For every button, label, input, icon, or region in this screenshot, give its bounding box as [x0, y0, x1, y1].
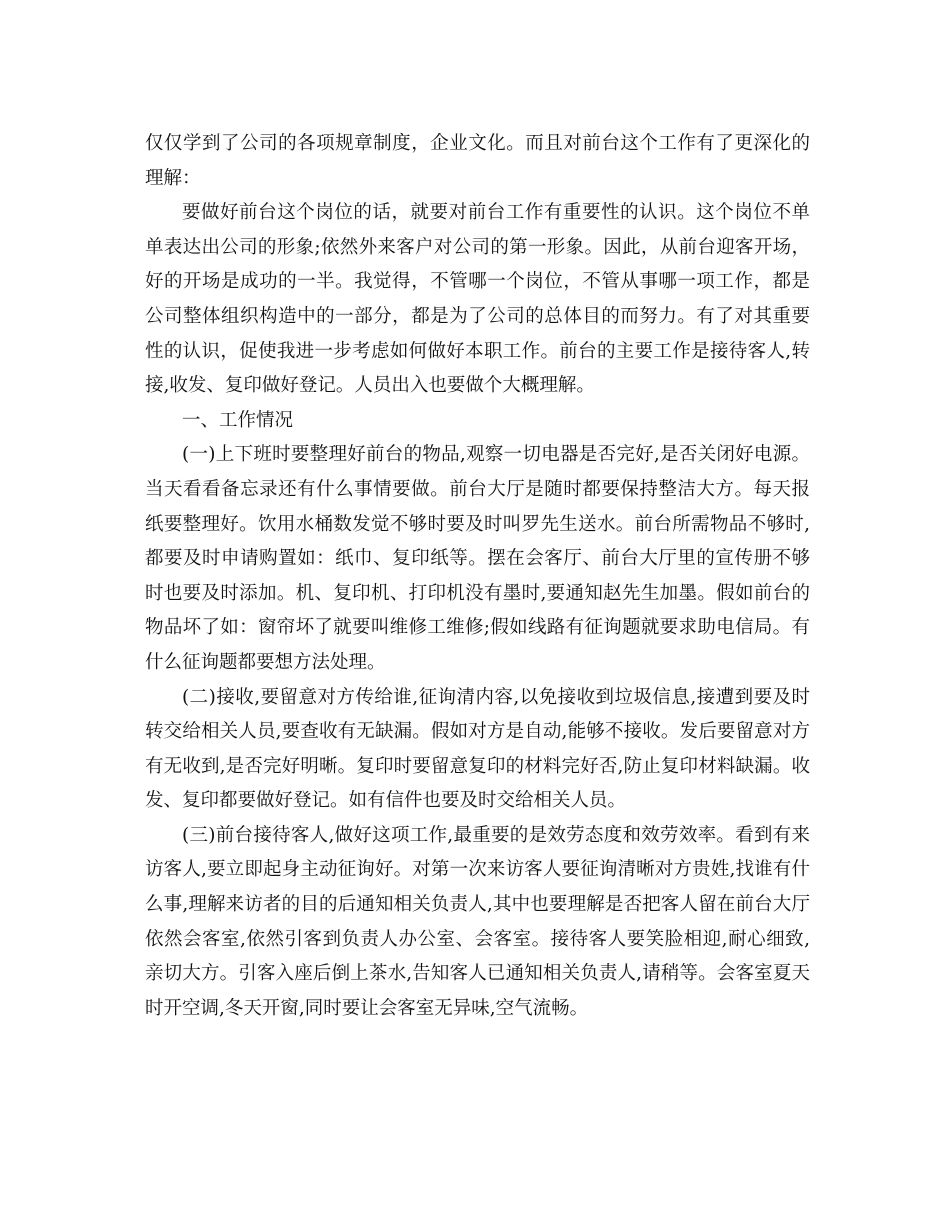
paragraph-2: 要做好前台这个岗位的话，就要对前台工作有重要性的认识。这个岗位不单单表达出公司的形象;依然外来客户对公司的第一形象。因此，从前台迎客开场，好的开场是成功的一半。我觉得，不管哪一个岗位，不管从事哪一项工作，都是公司整体组织构造中的一部分，都是为了公司的总体目的而努力。有了对其重要性的认识，促使我进一步考虑如何做好本职工作。前台的主要工作是接待客人,转接,收发、复印做好登记。人员出入也要做个大概理解。 — [145, 202, 810, 397]
document-body — [145, 127, 810, 1026]
section-heading-work-situation: 一、工作情况 — [182, 409, 294, 431]
paragraph-1: 仅仅学到了公司的各项规章制度，企业文化。而且对前台这个工作有了更深化的理解： — [145, 133, 810, 189]
paragraph-6: (三)前台接待客人,做好这项工作,最重要的是效劳态度和效劳效率。看到有来访客人,要立即起身主动征询好。对第一次来访客人要征询清晰对方贵姓,找谁有什么事,理解来访者的目的后通知相关负责人,其中也要理解是否把客人留在前台大厅依然会客室,依然引客到负责人办公室、会客室。接待客人要笑脸相迎,耐心细致,亲切大方。引客入座后倒上茶水,告知客人已通知相关负责人,请稍等。会客室夏天时开空调,冬天开窗,同时要让会客室无异味,空气流畅。 — [145, 824, 810, 1019]
paragraph-5: (二)接收,要留意对方传给谁,征询清内容,以免接收到垃圾信息,接遭到要及时转交给相关人员,要查收有无缺漏。假如对方是自动,能够不接收。发后要留意对方有无收到,是否完好明晰。复印时要留意复印的材料完好否,防止复印材料缺漏。收发、复印都要做好登记。如有信件也要及时交给相关人员。 — [145, 686, 810, 812]
paragraph-4: (一)上下班时要整理好前台的物品,观察一切电器是否完好,是否关闭好电源。当天看看备忘录还有什么事情要做。前台大厅是随时都要保持整洁大方。每天报纸要整理好。饮用水桶数发觉不够时要及时叫罗先生送水。前台所需物品不够时,都要及时申请购置如：纸巾、复印纸等。摆在会客厅、前台大厅里的宣传册不够时也要及时添加。机、复印机、打印机没有墨时,要通知赵先生加墨。假如前台的物品坏了如：窗帘坏了就要叫维修工维修;假如线路有征询题就要求助电信局。有什么征询题都要想方法处理。 — [145, 444, 810, 673]
